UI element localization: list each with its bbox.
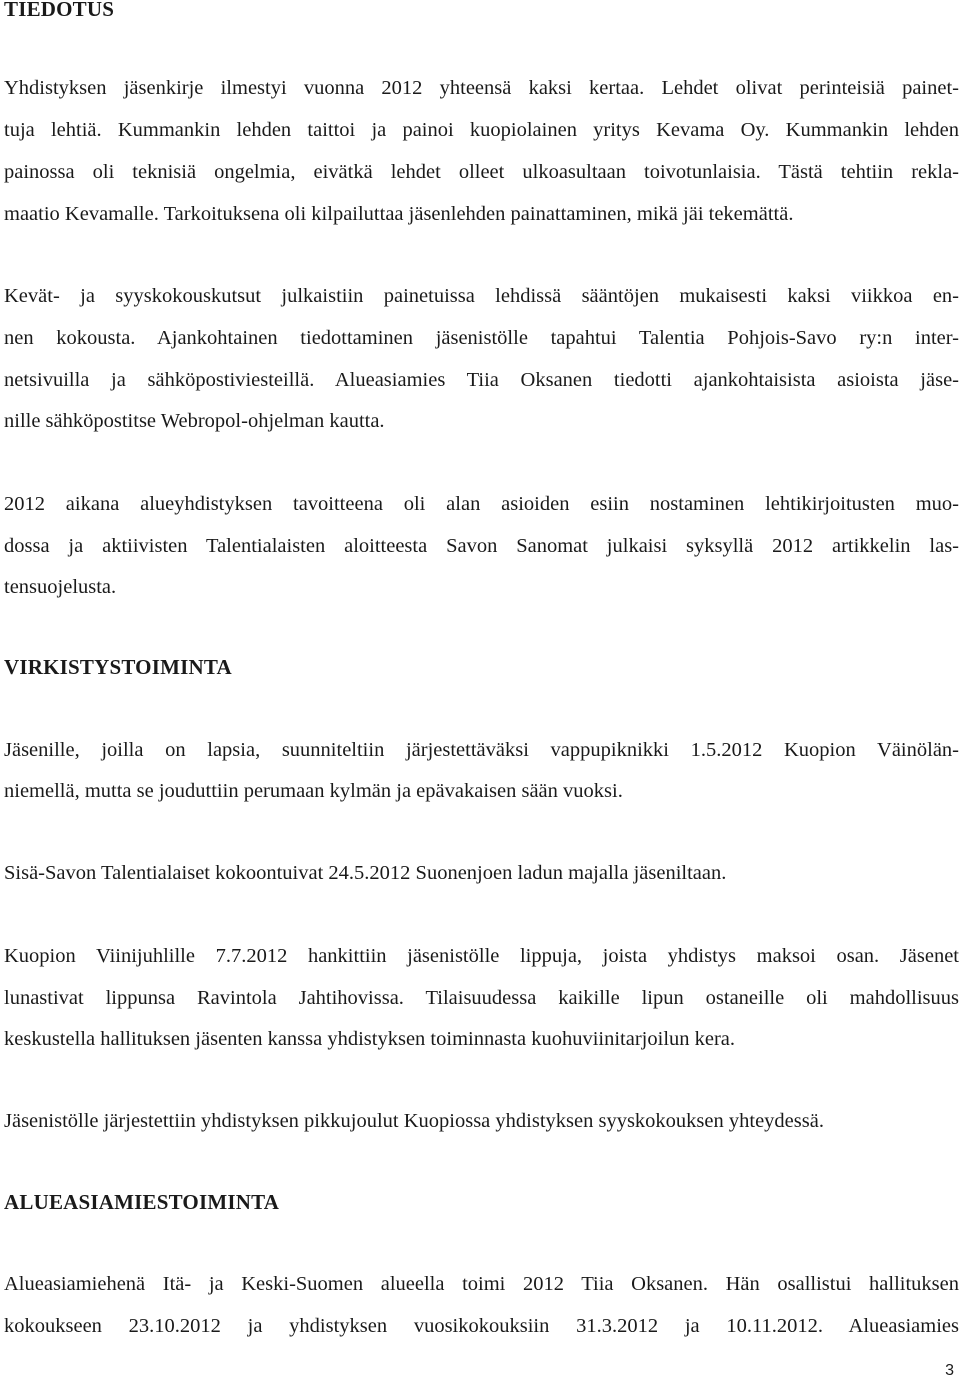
paragraph-line: nen kokousta. Ajankohtainen tiedottaminen jäsenistölle tapahtui Talentia Pohjois-Savo ry:n inter- [4, 327, 959, 349]
paragraph-line: dossa ja aktiivisten Talentialaisten aloitteesta Savon Sanomat julkaisi syksyllä 2012 artikkelin las- [4, 535, 959, 557]
paragraph-line: Jäsenistölle järjestettiin yhdistyksen pikkujoulut Kuopiossa yhdistyksen syyskokouksen yhteydessä. [4, 1110, 824, 1132]
paragraph-line: Sisä-Savon Talentialaiset kokoontuivat 24.5.2012 Suonenjoen ladun majalla jäseniltaan. [4, 862, 727, 884]
paragraph-line: Kuopion Viinijuhlille 7.7.2012 hankittiin jäsenistölle lippuja, joista yhdistys maksoi osan. Jäsenet [4, 945, 959, 967]
paragraph-line: Jäsenille, joilla on lapsia, suunniteltiin järjestettäväksi vappupiknikki 1.5.2012 Kuopion Väinölän- [4, 739, 959, 761]
paragraph-line: kokoukseen 23.10.2012 ja yhdistyksen vuosikokouksiin 31.3.2012 ja 10.11.2012. Alueasiamies [4, 1315, 959, 1337]
paragraph-line: painossa oli teknisiä ongelmia, eivätkä lehdet olleet ulkoasultaan toivotunlaisia. Tästä tehtiin rekla- [4, 161, 959, 183]
section-heading-alueasiamiestoiminta: ALUEASIAMIESTOIMINTA [4, 1190, 280, 1214]
paragraph-line: Kevät- ja syyskokouskutsut julkaistiin painetuissa lehdissä sääntöjen mukaisesti kaksi viikkoa en- [4, 285, 959, 307]
paragraph-line: maatio Kevamalle. Tarkoituksena oli kilpailuttaa jäsenlehden painattaminen, mikä jäi tekemättä. [4, 203, 794, 225]
paragraph-line: tuja lehtiä. Kummankin lehden taittoi ja painoi kuopiolainen yritys Kevama Oy. Kummankin lehden [4, 119, 959, 141]
paragraph-line: tensuojelusta. [4, 576, 117, 598]
paragraph-line: Alueasiamiehenä Itä- ja Keski-Suomen alueella toimi 2012 Tiia Oksanen. Hän osallistui hallituksen [4, 1273, 959, 1295]
section-heading-tiedotus: TIEDOTUS [4, 0, 115, 21]
paragraph-line: 2012 aikana alueyhdistyksen tavoitteena oli alan asioiden esiin nostaminen lehtikirjoitusten muo- [4, 493, 959, 515]
paragraph-line: Yhdistyksen jäsenkirje ilmestyi vuonna 2012 yhteensä kaksi kertaa. Lehdet olivat perinteisiä painet- [4, 77, 959, 99]
paragraph-line: keskustella hallituksen jäsenten kanssa yhdistyksen toiminnasta kuohuviinitarjoilun kera. [4, 1028, 736, 1050]
paragraph-line: nille sähköpostitse Webropol-ohjelman kautta. [4, 410, 385, 432]
paragraph-line: netsivuilla ja sähköpostiviesteillä. Alueasiamies Tiia Oksanen tiedotti ajankohtaisista asioista jäse- [4, 369, 959, 391]
page-number: 3 [945, 1362, 954, 1379]
paragraph-line: niemellä, mutta se jouduttiin perumaan kylmän ja epävakaisen sään vuoksi. [4, 780, 623, 802]
paragraph-line: lunastivat lippunsa Ravintola Jahtihovissa. Tilaisuudessa kaikille lipun ostaneille oli mahdollisuus [4, 987, 959, 1009]
section-heading-virkistystoiminta: VIRKISTYSTOIMINTA [4, 655, 232, 679]
